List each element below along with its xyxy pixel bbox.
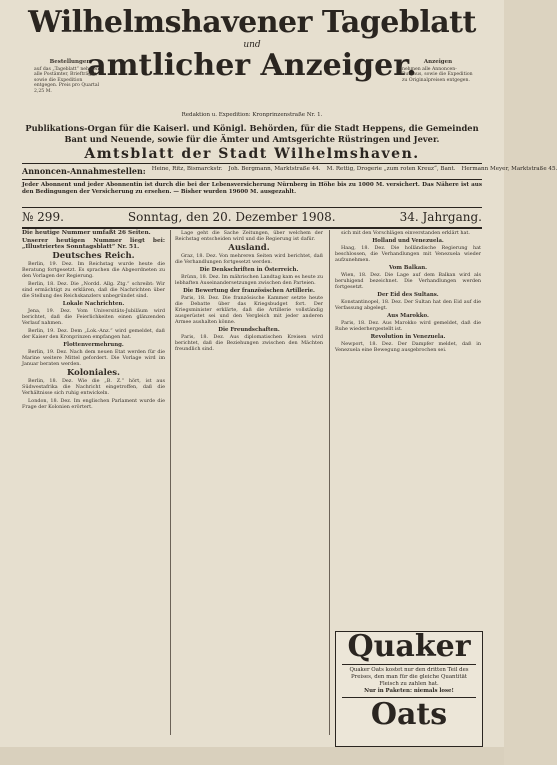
masthead-und: und	[243, 40, 261, 50]
ad-divider	[342, 664, 476, 665]
column-divider	[329, 230, 330, 735]
article-paragraph: London, 18. Dez. Im englischen Parlament wurde die Frage der Kolonien erörtert.	[22, 398, 165, 410]
masthead-title: Wilhelmshavener Tageblatt	[28, 5, 476, 40]
article-paragraph: Newport, 18. Dez. Der Dampfer meldet, daß in Venezuela eine Bewegung ausgebrochen sei.	[335, 341, 481, 353]
subheading: Die Bewertung der französischen Artillerie.	[183, 288, 315, 294]
section-heading: Ausland.	[228, 243, 270, 253]
subheading: Flottenvermehrung.	[63, 342, 124, 348]
subheading: Holland und Venezuela.	[372, 238, 444, 244]
column-divider	[170, 230, 171, 735]
redaktion-line: Redaktion u. Expedition: Kronprinzenstraße Nr. 1.	[181, 112, 323, 118]
article-paragraph: Jena, 19. Dez. Vom Universitäts-Jubiläum wird berichtet, daß die Feierlichkeiten einen glänzenden Verlauf nahmen.	[22, 308, 165, 326]
issue-line	[22, 210, 482, 224]
article-paragraph: Paris, 18. Dez. Aus Marokko wird gemeldet, daß die Ruhe wiederhergestellt ist.	[335, 320, 481, 332]
masthead-subtitle: amtlicher Anzeiger.	[87, 48, 417, 83]
left-info-heading: Bestellungen	[49, 59, 91, 65]
amtsblatt-line: Amtsblatt der Stadt Wilhelmshaven.	[84, 146, 420, 162]
article-paragraph: Berlin, 18. Dez. Wie die „B. Z.“ hört, ist aus Südwestafrika die Nachricht eingetroffen, daß die Verhältnisse sich ruhig entwickeln.	[22, 378, 165, 396]
ad-brand-top: Quaker	[347, 629, 471, 664]
article-paragraph: Berlin, 19. Dez. Im Reichstag wurde heute die Beratung fortgesetzt. Es sprachen die Abgeordneten zu den Vorlagen der Regierung.	[22, 261, 165, 279]
subheading: Aus Marokko.	[387, 313, 429, 319]
subheading: Lokale Nachrichten.	[62, 301, 125, 307]
issue-number: № 299.	[22, 210, 64, 224]
divider	[22, 163, 482, 164]
annahme-item: Joh. Bergmann, Marktstraße 44.	[228, 166, 321, 172]
annahme-item: M. Rettig, Drogerie „zum roten Kreuz“, Bant.	[326, 166, 456, 172]
ad-text-bold: Nur in Paketen: niemals lose!	[364, 688, 454, 694]
article-paragraph: Paris, 18. Dez. Die französische Kammer setzte heute die Debatte über das Kriegsbudget fort. Der Kriegsminister erklärte, daß die Artillerie vollständig ausgerüstet sei und den Vergleich mit jeder anderen Armee aushalten könne.	[175, 295, 323, 325]
column-3	[335, 230, 481, 622]
insurance-notice: Jeder Abonnent und jeder Abonnentin ist durch die bei der Lebensversicherung Nürnberg in Höhe bis zu 1000 M. versichert. Das Nähere ist aus den Bedingungen der Versicherung zu ersehen. — Bisher wurden 19600 M. ausgezahlt.	[22, 182, 482, 195]
publication-statement: Publikations-Organ für die Kaiserl. und Königl. Behörden, für die Stadt Heppens, die Gemeinden Bant und Neuende, sowie für die Ämter und Amtsgerichte Rüstringen und Jever.	[25, 123, 479, 144]
issue-date: Sonntag, den 20. Dezember 1908.	[127, 210, 336, 224]
right-info-text: nehmen alle Annoncen-Bureaus, sowie die Expedition zu Originalpreisen entgegen.	[402, 66, 473, 83]
annahme-item: Heine, Ritz, Bismarckstr.	[151, 166, 223, 172]
article-paragraph: Graz, 18. Dez. Von mehreren Seiten wird berichtet, daß die Verhandlungen fortgesetzt werden.	[175, 253, 323, 265]
article-paragraph: Lage geht die Sache Zeitungen, über welchem der Reichstag entscheiden wird und die Regierung ist dafür.	[175, 230, 323, 242]
article-paragraph: Konstantinopel, 18. Dez. Der Sultan hat den Eid auf die Verfassung abgelegt.	[335, 299, 481, 311]
article-paragraph: sich mit den Vorschlägen einverstanden erklärt hat.	[341, 230, 470, 236]
subheading: Die Freundschaften.	[218, 327, 280, 333]
lead-notice: Die heutige Nummer umfaßt 26 Seiten.	[22, 230, 151, 236]
article-paragraph: Wien, 18. Dez. Die Lage auf dem Balkan wird als beruhigend bezeichnet. Die Verhandlungen werden fortgesetzt.	[335, 272, 481, 290]
annahme-item: Hermann Meyer, Marktstraße 45.	[461, 166, 557, 172]
divider	[22, 179, 482, 180]
left-info-text: auf das „Tageblatt“ nehmen alle Postämter, Briefträger, sowie die Expedition entgegen. Preis pro Quartal 2,25 M.	[34, 66, 100, 94]
right-info-heading: Anzeigen	[423, 59, 453, 65]
scan-bottom-margin	[0, 747, 504, 765]
column-1	[22, 230, 165, 735]
issue-year: 34. Jahrgang.	[399, 210, 482, 224]
ad-text: Quaker Oats kostet nur den dritten Teil des Preises, den man für die gleiche Quantität Fleisch zu zahlen hat.	[349, 667, 469, 687]
subheading: Der Eid des Sultans.	[377, 292, 439, 298]
divider	[22, 207, 482, 208]
quaker-oats-ad	[335, 631, 483, 747]
section-heading: Deutsches Reich.	[52, 251, 135, 261]
section-heading: Koloniales.	[66, 368, 121, 378]
subheading: Vom Balkan.	[389, 265, 427, 271]
subheading: Revolution in Venezuela.	[370, 334, 446, 340]
right-info-box	[402, 60, 474, 83]
annahme-head: Annoncen-Annahmestellen:	[22, 166, 146, 176]
column-2	[175, 230, 323, 735]
article-paragraph: Paris, 18. Dez. Aus diplomatischen Kreisen wird berichtet, daß die Beziehungen zwischen den Mächten freundlich sind.	[175, 334, 323, 352]
left-info-box	[34, 60, 106, 95]
divider	[22, 227, 482, 229]
article-paragraph: Brünn, 18. Dez. Im mährischen Landtag kam es heute zu lebhaften Auseinandersetzungen zwischen den Parteien.	[175, 274, 323, 286]
supplement-notice: Unserer heutigen Nummer liegt bei: „Illustriertes Sonntagsblatt“ Nr. 51.	[22, 238, 165, 250]
annahme-row	[22, 166, 557, 176]
subheading: Die Denkschriften in Österreich.	[199, 267, 299, 273]
ad-brand-bottom: Oats	[370, 697, 448, 732]
article-paragraph: Berlin, 19. Dez. Dem „Lok.-Anz.“ wird gemeldet, daß der Kaiser den Kronprinzen empfangen hat.	[22, 328, 165, 340]
article-paragraph: Berlin, 18. Dez. Die „Nordd. Allg. Ztg.“ schreibt: Wir sind ermächtigt zu erklären, daß die Nachrichten über die Stellung des Reichskanzlers unbegründet sind.	[22, 281, 165, 299]
article-paragraph: Haag, 18. Dez. Die holländische Regierung hat beschlossen, die Verhandlungen mit Venezuela wieder aufzunehmen.	[335, 245, 481, 263]
article-paragraph: Berlin, 19. Dez. Nach dem neuen Etat werden für die Marine weitere Mittel gefordert. Die Vorlage wird im Januar beraten werden.	[22, 349, 165, 367]
